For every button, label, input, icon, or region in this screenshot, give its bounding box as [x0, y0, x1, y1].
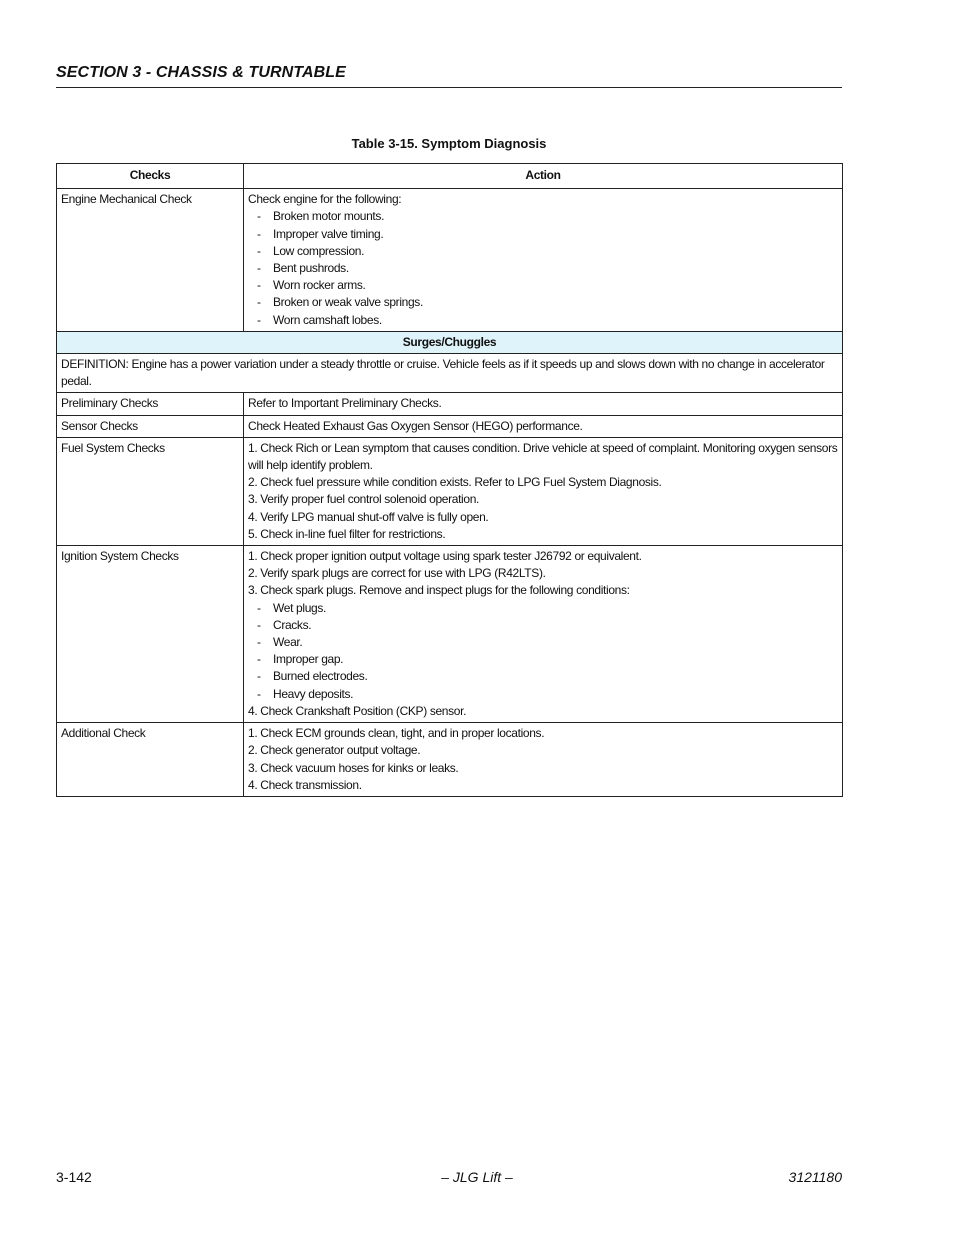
check-preliminary: Preliminary Checks [57, 393, 244, 415]
list-item: - Broken motor mounts. [257, 209, 385, 224]
list-item: - Bent pushrods. [257, 261, 349, 276]
list-item: 2. Verify spark plugs are correct for use with LPG (R42LTS). [248, 566, 546, 581]
table-header-row [57, 164, 843, 189]
column-header-checks: Checks [57, 164, 244, 189]
page-number: 3-142 [56, 1169, 92, 1185]
symptom-diagnosis-table [56, 163, 843, 797]
subsection-heading: Surges/Chuggles [57, 331, 843, 353]
check-sensor: Sensor Checks [57, 415, 244, 437]
list-item: - Improper gap. [257, 652, 344, 667]
action-sensor: Check Heated Exhaust Gas Oxygen Sensor (HEGO) performance. [244, 415, 843, 437]
action-engine-mechanical [244, 189, 843, 332]
list-item: 4. Check Crankshaft Position (CKP) sensor. [248, 703, 467, 718]
list-item: - Low compression. [257, 243, 365, 258]
table-row-ignition [57, 546, 843, 723]
table-row-definition [57, 354, 843, 393]
list-item: 1. Check proper ignition output voltage using spark tester J26792 or equivalent. [248, 549, 642, 564]
section-header: SECTION 3 - CHASSIS & TURNTABLE [56, 64, 842, 88]
check-additional: Additional Check [57, 723, 244, 797]
document-number: 3121180 [788, 1169, 842, 1185]
action-preliminary: Refer to Important Preliminary Checks. [244, 393, 843, 415]
list-item: - Worn rocker arms. [257, 278, 366, 293]
list-item: 3. Verify proper fuel control solenoid operation. [248, 492, 480, 507]
list-item: - Broken or weak valve springs. [257, 295, 423, 310]
footer-brand: – JLG Lift – [441, 1169, 513, 1185]
list-item: - Cracks. [257, 617, 312, 632]
action-ignition-system [244, 546, 843, 723]
list-item: 2. Check generator output voltage. [248, 743, 421, 758]
table-row-fuel [57, 437, 843, 545]
list-item: 1. Check ECM grounds clean, tight, and in proper locations. [248, 726, 545, 741]
list-item: - Burned electrodes. [257, 669, 368, 684]
list-item: 2. Check fuel pressure while condition exists. Refer to LPG Fuel System Diagnosis. [248, 475, 662, 490]
check-fuel-system: Fuel System Checks [57, 437, 244, 545]
action-fuel-system [244, 437, 843, 545]
list-item: 4. Verify LPG manual shut-off valve is fully open. [248, 509, 489, 524]
action-additional [244, 723, 843, 797]
check-ignition-system: Ignition System Checks [57, 546, 244, 723]
list-item: - Wear. [257, 635, 303, 650]
list-item: - Wet plugs. [257, 600, 326, 615]
table-row-additional [57, 723, 843, 797]
list-item: 3. Check vacuum hoses for kinks or leaks. [248, 760, 459, 775]
list-item: - Worn camshaft lobes. [257, 312, 382, 327]
column-header-action: Action [244, 164, 843, 189]
definition-text: DEFINITION: Engine has a power variation under a steady throttle or cruise. Vehicle feels as if it speeds up and slows down with no change in accelerator pedal. [57, 354, 843, 393]
list-item: 5. Check in-line fuel filter for restrictions. [248, 526, 446, 541]
table-title: Table 3-15. Symptom Diagnosis [351, 136, 547, 151]
check-engine-mechanical: Engine Mechanical Check [57, 189, 244, 332]
list-item: - Heavy deposits. [257, 686, 354, 701]
table-row-preliminary [57, 393, 843, 415]
list-item: 4. Check transmission. [248, 777, 362, 792]
list-item: 1. Check Rich or Lean symptom that causes condition. Drive vehicle at speed of complaint. Monitoring oxygen sensors will help identify problem. [248, 440, 838, 473]
table-row-sensor [57, 415, 843, 437]
list-item: - Improper valve timing. [257, 226, 384, 241]
table-row-engine [57, 189, 843, 332]
table-row-subsection [57, 331, 843, 353]
engine-bullet-list [248, 208, 838, 328]
action-intro: Check engine for the following: [248, 192, 402, 207]
list-item: 3. Check spark plugs. Remove and inspect plugs for the following conditions: [248, 583, 630, 598]
